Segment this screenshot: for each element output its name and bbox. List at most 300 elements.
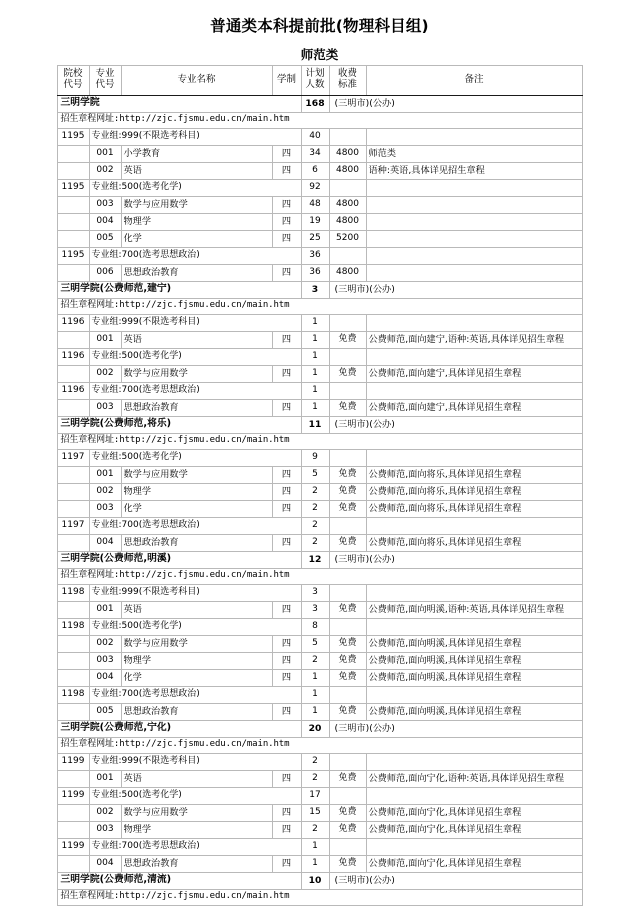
school-name: 三明学院(公费师范,建宁): [57, 281, 301, 298]
major-plan: 2: [301, 770, 329, 787]
major-group-row: [57, 618, 582, 635]
empty-fee-cell: [329, 348, 366, 365]
major-years: 四: [272, 483, 301, 500]
empty-fee-cell: [329, 314, 366, 331]
major-fee: 免费: [329, 601, 366, 618]
major-remark: 公费师范,面向建宁,具体详见招生章程: [366, 399, 582, 416]
empty-fee-cell: [329, 787, 366, 804]
major-group-plan: 1: [301, 686, 329, 703]
major-group-row: [57, 449, 582, 466]
empty-remark-cell: [366, 787, 582, 804]
major-years: 四: [272, 500, 301, 517]
major-name: 思想政治教育: [121, 399, 272, 416]
empty-remark-cell: [366, 314, 582, 331]
school-total-plan: 10: [301, 872, 329, 889]
major-code: 001: [89, 466, 121, 483]
major-fee: 4800: [329, 162, 366, 179]
empty-remark-cell: [366, 348, 582, 365]
major-plan: 2: [301, 500, 329, 517]
school-code: 1197: [57, 517, 89, 534]
major-years: 四: [272, 196, 301, 213]
major-code: 002: [89, 635, 121, 652]
major-group-plan: 17: [301, 787, 329, 804]
major-code: 003: [89, 652, 121, 669]
school-info: (三明市)(公办): [329, 416, 582, 433]
major-row: [57, 534, 582, 551]
school-code: 1195: [57, 179, 89, 196]
major-name: 化学: [121, 230, 272, 247]
major-remark: 公费师范,面向将乐,具体详见招生章程: [366, 466, 582, 483]
school-total-plan: 3: [301, 281, 329, 298]
major-remark: 公费师范,面向宁化,具体详见招生章程: [366, 804, 582, 821]
empty-school-code-cell: [57, 331, 89, 348]
empty-school-code-cell: [57, 652, 89, 669]
major-years: 四: [272, 466, 301, 483]
major-plan: 48: [301, 196, 329, 213]
empty-remark-cell: [366, 686, 582, 703]
major-remark: 公费师范,面向建宁,具体详见招生章程: [366, 365, 582, 382]
school-header-row: [57, 872, 582, 889]
major-plan: 1: [301, 855, 329, 872]
major-row: [57, 230, 582, 247]
empty-school-code-cell: [57, 466, 89, 483]
major-group-row: [57, 787, 582, 804]
major-plan: 2: [301, 483, 329, 500]
empty-fee-cell: [329, 449, 366, 466]
empty-fee-cell: [329, 584, 366, 601]
major-row: [57, 331, 582, 348]
major-code: 003: [89, 500, 121, 517]
major-group-row: [57, 584, 582, 601]
empty-fee-cell: [329, 838, 366, 855]
major-group-plan: 1: [301, 382, 329, 399]
major-group-label: 专业组:999(不限选考科目): [89, 753, 301, 770]
empty-fee-cell: [329, 382, 366, 399]
school-total-plan: 12: [301, 551, 329, 568]
empty-fee-cell: [329, 686, 366, 703]
school-total-plan: 11: [301, 416, 329, 433]
major-remark: 公费师范,面向明溪,具体详见招生章程: [366, 703, 582, 720]
major-fee: 4800: [329, 196, 366, 213]
major-name: 英语: [121, 601, 272, 618]
major-plan: 19: [301, 213, 329, 230]
empty-fee-cell: [329, 128, 366, 145]
major-remark: 师范类: [366, 145, 582, 162]
column-header-major-name: 专业名称: [121, 65, 272, 95]
major-group-row: [57, 128, 582, 145]
major-years: 四: [272, 365, 301, 382]
major-code: 003: [89, 399, 121, 416]
empty-school-code-cell: [57, 821, 89, 838]
major-plan: 2: [301, 534, 329, 551]
major-group-row: [57, 348, 582, 365]
major-row: [57, 703, 582, 720]
empty-remark-cell: [366, 382, 582, 399]
column-header-school-code: [57, 65, 89, 95]
major-fee: 5200: [329, 230, 366, 247]
major-code: 001: [89, 770, 121, 787]
school-code: 1196: [57, 314, 89, 331]
empty-remark-cell: [366, 838, 582, 855]
major-group-row: [57, 686, 582, 703]
major-group-label: 专业组:999(不限选考科目): [89, 314, 301, 331]
empty-school-code-cell: [57, 145, 89, 162]
major-row: [57, 162, 582, 179]
school-code: 1195: [57, 247, 89, 264]
major-group-row: [57, 753, 582, 770]
major-code: 003: [89, 196, 121, 213]
empty-fee-cell: [329, 247, 366, 264]
major-group-label: 专业组:700(选考思想政治): [89, 686, 301, 703]
major-fee: 免费: [329, 331, 366, 348]
school-name: 三明学院(公费师范,明溪): [57, 551, 301, 568]
major-name: 思想政治教育: [121, 855, 272, 872]
school-code: 1196: [57, 348, 89, 365]
major-name: 化学: [121, 500, 272, 517]
major-code: 004: [89, 213, 121, 230]
admission-charter-url-row: [57, 568, 582, 584]
major-fee: 免费: [329, 703, 366, 720]
empty-school-code-cell: [57, 703, 89, 720]
major-group-label: 专业组:999(不限选考科目): [89, 128, 301, 145]
empty-school-code-cell: [57, 399, 89, 416]
major-row: [57, 466, 582, 483]
major-fee: 4800: [329, 145, 366, 162]
table-body: [57, 95, 582, 905]
school-code: 1197: [57, 449, 89, 466]
major-row: [57, 669, 582, 686]
empty-remark-cell: [366, 618, 582, 635]
major-group-plan: 2: [301, 517, 329, 534]
school-header-row: [57, 95, 582, 112]
empty-school-code-cell: [57, 162, 89, 179]
major-fee: 4800: [329, 264, 366, 281]
empty-fee-cell: [329, 753, 366, 770]
school-code: 1199: [57, 753, 89, 770]
major-fee: 免费: [329, 635, 366, 652]
header-line: 代号: [95, 79, 115, 91]
major-remark: 公费师范,面向宁化,语种:英语,具体详见招生章程: [366, 770, 582, 787]
empty-remark-cell: [366, 128, 582, 145]
column-header-plan: [301, 65, 329, 95]
column-header-years: 学制: [272, 65, 301, 95]
major-code: 004: [89, 669, 121, 686]
admission-charter-url[interactable]: 招生章程网址:http://zjc.fjsmu.edu.cn/main.htm: [57, 737, 582, 753]
major-name: 数学与应用数学: [121, 196, 272, 213]
major-remark: 公费师范,面向明溪,语种:英语,具体详见招生章程: [366, 601, 582, 618]
header-line: 代号: [63, 79, 83, 91]
major-row: [57, 855, 582, 872]
major-group-plan: 1: [301, 838, 329, 855]
major-code: 001: [89, 145, 121, 162]
major-row: [57, 635, 582, 652]
major-group-label: 专业组:700(选考思想政治): [89, 838, 301, 855]
major-name: 数学与应用数学: [121, 466, 272, 483]
major-remark: 语种:英语,具体详见招生章程: [366, 162, 582, 179]
major-group-plan: 40: [301, 128, 329, 145]
major-plan: 5: [301, 635, 329, 652]
column-header-fee: [329, 65, 366, 95]
admission-charter-url-row: [57, 112, 582, 128]
major-row: [57, 652, 582, 669]
table-header: [57, 65, 582, 95]
school-name: 三明学院: [57, 95, 301, 112]
major-group-plan: 36: [301, 247, 329, 264]
major-group-row: [57, 838, 582, 855]
major-fee: 免费: [329, 534, 366, 551]
school-code: 1198: [57, 686, 89, 703]
admission-charter-url[interactable]: 招生章程网址:http://zjc.fjsmu.edu.cn/main.htm: [57, 889, 582, 905]
header-row: [57, 65, 582, 95]
empty-fee-cell: [329, 618, 366, 635]
major-remark: [366, 196, 582, 213]
empty-school-code-cell: [57, 770, 89, 787]
major-plan: 25: [301, 230, 329, 247]
admission-charter-url[interactable]: 招生章程网址:http://zjc.fjsmu.edu.cn/main.htm: [57, 298, 582, 314]
major-remark: 公费师范,面向将乐,具体详见招生章程: [366, 534, 582, 551]
major-code: 002: [89, 365, 121, 382]
school-name: 三明学院(公费师范,将乐): [57, 416, 301, 433]
major-code: 002: [89, 804, 121, 821]
admission-charter-url[interactable]: 招生章程网址:http://zjc.fjsmu.edu.cn/main.htm: [57, 433, 582, 449]
school-info: (三明市)(公办): [329, 720, 582, 737]
school-header-row: [57, 416, 582, 433]
major-remark: [366, 230, 582, 247]
major-code: 002: [89, 483, 121, 500]
major-remark: 公费师范,面向将乐,具体详见招生章程: [366, 500, 582, 517]
admission-charter-url[interactable]: 招生章程网址:http://zjc.fjsmu.edu.cn/main.htm: [57, 112, 582, 128]
header-line: 收费: [337, 68, 357, 80]
header-line: 计划: [305, 68, 325, 80]
major-group-plan: 9: [301, 449, 329, 466]
major-fee: 免费: [329, 365, 366, 382]
major-plan: 1: [301, 669, 329, 686]
major-row: [57, 399, 582, 416]
major-fee: 免费: [329, 804, 366, 821]
major-plan: 1: [301, 331, 329, 348]
major-group-label: 专业组:999(不限选考科目): [89, 584, 301, 601]
major-remark: 公费师范,面向明溪,具体详见招生章程: [366, 652, 582, 669]
major-code: 003: [89, 821, 121, 838]
empty-school-code-cell: [57, 213, 89, 230]
major-years: 四: [272, 855, 301, 872]
major-fee: 4800: [329, 213, 366, 230]
major-group-plan: 92: [301, 179, 329, 196]
major-name: 数学与应用数学: [121, 804, 272, 821]
major-years: 四: [272, 264, 301, 281]
major-code: 004: [89, 534, 121, 551]
major-years: 四: [272, 162, 301, 179]
major-plan: 1: [301, 703, 329, 720]
major-fee: 免费: [329, 669, 366, 686]
major-row: [57, 483, 582, 500]
major-row: [57, 365, 582, 382]
school-info: (三明市)(公办): [329, 95, 582, 112]
major-fee: 免费: [329, 500, 366, 517]
major-name: 思想政治教育: [121, 703, 272, 720]
page-title: 普通类本科提前批(物理科目组): [210, 17, 429, 35]
empty-school-code-cell: [57, 601, 89, 618]
column-header-remark: 备注: [366, 65, 582, 95]
major-fee: 免费: [329, 652, 366, 669]
major-group-plan: 3: [301, 584, 329, 601]
major-remark: 公费师范,面向宁化,具体详见招生章程: [366, 821, 582, 838]
empty-remark-cell: [366, 753, 582, 770]
major-name: 数学与应用数学: [121, 635, 272, 652]
major-plan: 6: [301, 162, 329, 179]
empty-remark-cell: [366, 584, 582, 601]
major-code: 002: [89, 162, 121, 179]
major-name: 数学与应用数学: [121, 365, 272, 382]
major-name: 英语: [121, 162, 272, 179]
school-total-plan: 168: [301, 95, 329, 112]
major-group-label: 专业组:500(选考化学): [89, 449, 301, 466]
major-remark: 公费师范,面向明溪,具体详见招生章程: [366, 635, 582, 652]
major-fee: 免费: [329, 483, 366, 500]
empty-school-code-cell: [57, 365, 89, 382]
school-code: 1199: [57, 838, 89, 855]
major-plan: 15: [301, 804, 329, 821]
major-code: 005: [89, 230, 121, 247]
empty-remark-cell: [366, 517, 582, 534]
major-years: 四: [272, 804, 301, 821]
header-line: 标准: [337, 79, 357, 91]
empty-fee-cell: [329, 517, 366, 534]
major-group-label: 专业组:700(选考思想政治): [89, 517, 301, 534]
school-name: 三明学院(公费师范,宁化): [57, 720, 301, 737]
major-years: 四: [272, 399, 301, 416]
major-name: 物理学: [121, 821, 272, 838]
major-group-row: [57, 517, 582, 534]
major-group-label: 专业组:700(选考思想政治): [89, 247, 301, 264]
major-code: 005: [89, 703, 121, 720]
major-row: [57, 213, 582, 230]
major-name: 物理学: [121, 213, 272, 230]
major-group-label: 专业组:500(选考化学): [89, 179, 301, 196]
major-fee: 免费: [329, 855, 366, 872]
admission-charter-url[interactable]: 招生章程网址:http://zjc.fjsmu.edu.cn/main.htm: [57, 568, 582, 584]
major-years: 四: [272, 703, 301, 720]
major-group-plan: 1: [301, 348, 329, 365]
major-remark: 公费师范,面向将乐,具体详见招生章程: [366, 483, 582, 500]
empty-fee-cell: [329, 179, 366, 196]
major-group-row: [57, 179, 582, 196]
admission-charter-url-row: [57, 737, 582, 753]
major-name: 小学教育: [121, 145, 272, 162]
school-code: 1198: [57, 584, 89, 601]
major-row: [57, 500, 582, 517]
header-line: 院校: [63, 68, 83, 80]
school-name: 三明学院(公费师范,清流): [57, 872, 301, 889]
major-years: 四: [272, 213, 301, 230]
major-name: 英语: [121, 770, 272, 787]
major-name: 英语: [121, 331, 272, 348]
major-remark: 公费师范,面向宁化,具体详见招生章程: [366, 855, 582, 872]
school-code: 1199: [57, 787, 89, 804]
major-remark: [366, 213, 582, 230]
empty-school-code-cell: [57, 230, 89, 247]
major-group-label: 专业组:500(选考化学): [89, 348, 301, 365]
major-group-row: [57, 382, 582, 399]
major-years: 四: [272, 669, 301, 686]
major-code: 006: [89, 264, 121, 281]
header-line: 人数: [305, 79, 325, 91]
school-header-row: [57, 551, 582, 568]
major-years: 四: [272, 770, 301, 787]
major-remark: 公费师范,面向建宁,语种:英语,具体详见招生章程: [366, 331, 582, 348]
major-code: 001: [89, 601, 121, 618]
major-group-plan: 8: [301, 618, 329, 635]
empty-school-code-cell: [57, 534, 89, 551]
major-name: 物理学: [121, 652, 272, 669]
empty-remark-cell: [366, 247, 582, 264]
school-header-row: [57, 720, 582, 737]
major-code: 001: [89, 331, 121, 348]
empty-school-code-cell: [57, 196, 89, 213]
major-group-label: 专业组:700(选考思想政治): [89, 382, 301, 399]
major-fee: 免费: [329, 466, 366, 483]
major-plan: 2: [301, 821, 329, 838]
column-header-major-code: [89, 65, 121, 95]
school-code: 1198: [57, 618, 89, 635]
major-plan: 2: [301, 652, 329, 669]
major-row: [57, 821, 582, 838]
school-total-plan: 20: [301, 720, 329, 737]
section-title: 师范类: [300, 46, 339, 62]
major-group-plan: 1: [301, 314, 329, 331]
major-fee: 免费: [329, 821, 366, 838]
major-row: [57, 145, 582, 162]
major-name: 物理学: [121, 483, 272, 500]
school-code: 1195: [57, 128, 89, 145]
major-group-label: 专业组:500(选考化学): [89, 787, 301, 804]
school-info: (三明市)(公办): [329, 281, 582, 298]
major-row: [57, 601, 582, 618]
empty-school-code-cell: [57, 804, 89, 821]
major-years: 四: [272, 534, 301, 551]
major-name: 思想政治教育: [121, 534, 272, 551]
major-years: 四: [272, 601, 301, 618]
major-group-label: 专业组:500(选考化学): [89, 618, 301, 635]
major-years: 四: [272, 331, 301, 348]
empty-school-code-cell: [57, 635, 89, 652]
school-info: (三明市)(公办): [329, 551, 582, 568]
major-group-plan: 2: [301, 753, 329, 770]
major-plan: 5: [301, 466, 329, 483]
empty-school-code-cell: [57, 500, 89, 517]
major-row: [57, 196, 582, 213]
empty-remark-cell: [366, 179, 582, 196]
empty-school-code-cell: [57, 669, 89, 686]
major-years: 四: [272, 821, 301, 838]
major-row: [57, 804, 582, 821]
major-code: 004: [89, 855, 121, 872]
admission-charter-url-row: [57, 433, 582, 449]
school-code: 1196: [57, 382, 89, 399]
major-name: 化学: [121, 669, 272, 686]
empty-school-code-cell: [57, 483, 89, 500]
admission-charter-url-row: [57, 298, 582, 314]
major-plan: 1: [301, 399, 329, 416]
major-plan: 1: [301, 365, 329, 382]
major-plan: 36: [301, 264, 329, 281]
major-fee: 免费: [329, 399, 366, 416]
major-years: 四: [272, 145, 301, 162]
header-line: 专业: [95, 68, 115, 80]
school-header-row: [57, 281, 582, 298]
major-years: 四: [272, 230, 301, 247]
school-info: (三明市)(公办): [329, 872, 582, 889]
